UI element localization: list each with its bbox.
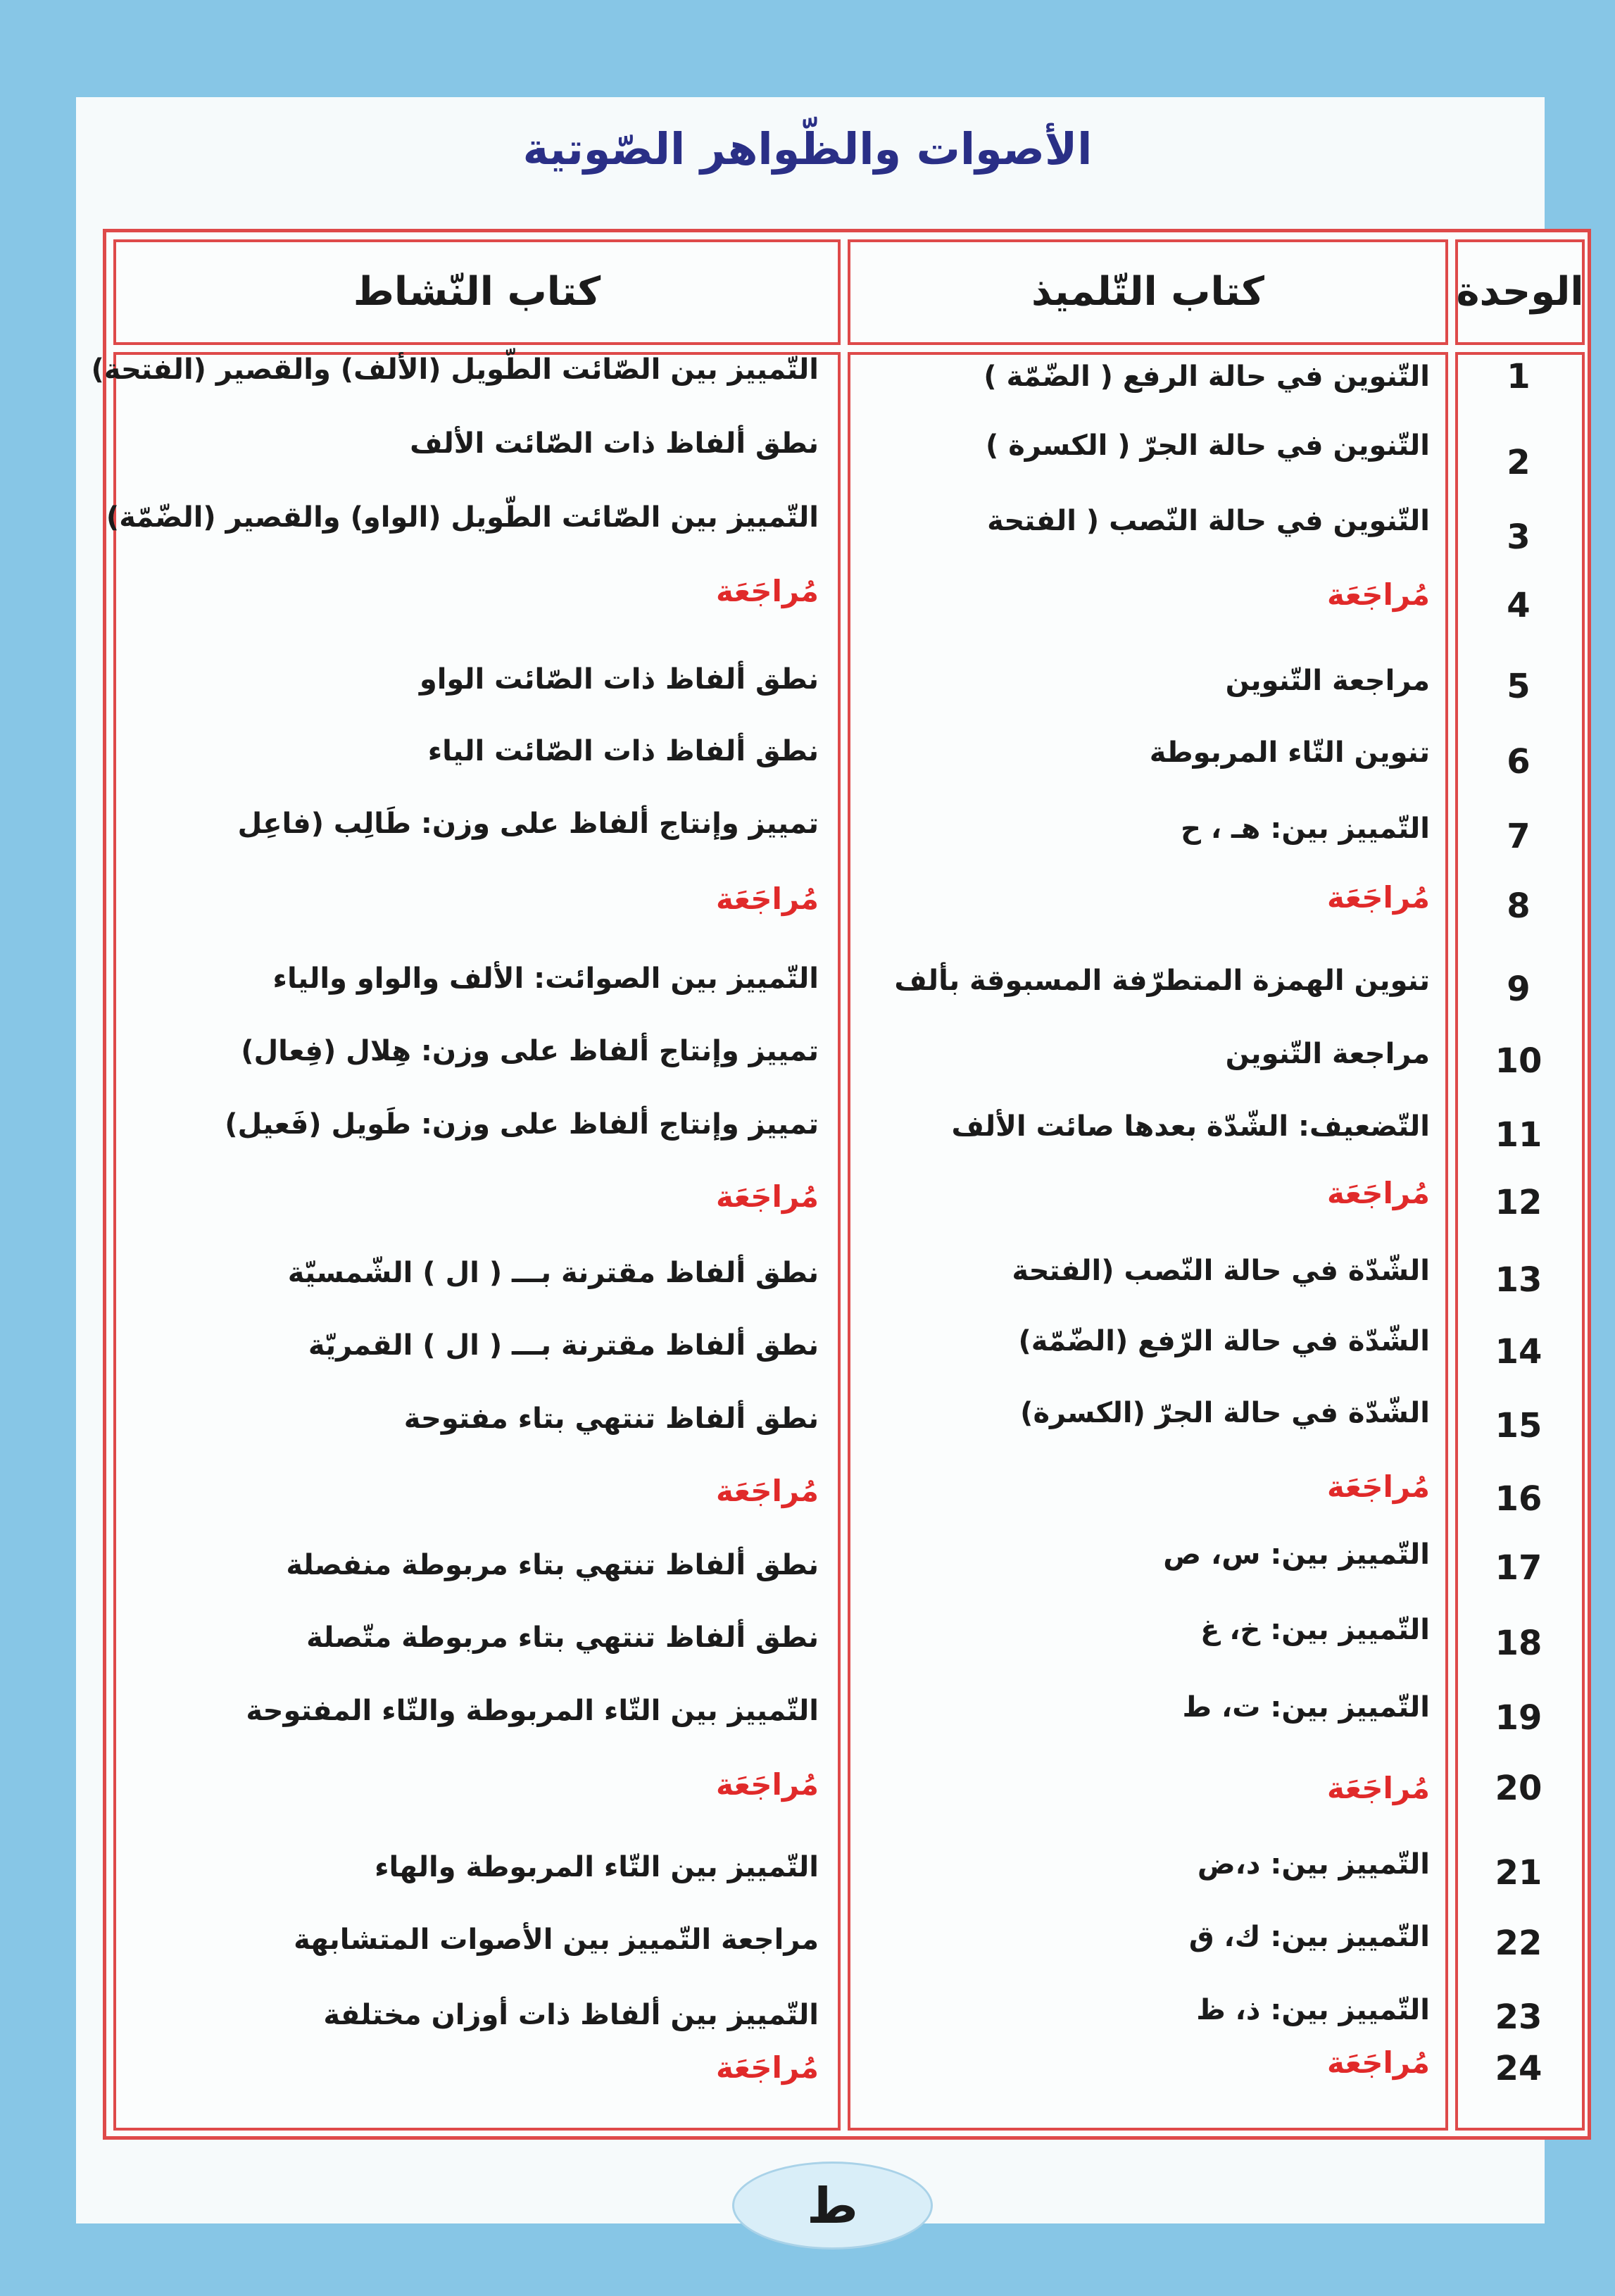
student-lesson: تنوين الهمزة المتطرّفة المسبوقة بألف bbox=[894, 965, 1430, 997]
student-lesson: الشّدّة في حالة النّصب (الفتحة bbox=[1012, 1255, 1430, 1287]
student-lesson: التّمييز بين: ك، ق bbox=[1188, 1921, 1430, 1953]
page-number-oval bbox=[732, 2162, 933, 2250]
unit-number: 16 bbox=[1495, 1479, 1542, 1519]
unit-number: 21 bbox=[1495, 1853, 1542, 1893]
activity-lesson: نطق ألفاظ تنتهي بتاء مفتوحة bbox=[403, 1403, 819, 1435]
unit-number: 4 bbox=[1507, 586, 1531, 625]
unit-number: 12 bbox=[1495, 1183, 1542, 1222]
activity-lesson: نطق ألفاظ ذات الصّائت الياء bbox=[427, 735, 819, 767]
page-letter: ط bbox=[807, 2176, 858, 2235]
student-lesson: مراجعة التّنوين bbox=[1225, 1038, 1430, 1070]
unit-number: 7 bbox=[1507, 817, 1531, 856]
unit-number: 19 bbox=[1495, 1698, 1542, 1738]
student-lesson: التّنوين في حالة النّصب ( الفتحة bbox=[987, 505, 1430, 537]
student-lesson: التّضعيف: الشّدّة بعدها صائت الألف bbox=[951, 1110, 1430, 1143]
unit-number: 6 bbox=[1507, 742, 1531, 782]
student-lesson: التّنوين في حالة الرفع ( الضّمّة ) bbox=[984, 360, 1430, 393]
unit-number: 11 bbox=[1495, 1115, 1542, 1155]
student-review-label: مُراجَعَة bbox=[1327, 577, 1430, 612]
student-lesson: التّمييز بين: د،ض bbox=[1197, 1848, 1430, 1881]
unit-number: 2 bbox=[1507, 443, 1531, 482]
activity-lesson: التّمييز بين الصّائت الطّويل (الألف) والقصير (الفتحة) bbox=[91, 353, 819, 386]
header-student-book: كتاب التّلميذ bbox=[1031, 269, 1264, 315]
activity-lesson: التّمييز بين الصوائت: الألف والواو والياء bbox=[272, 962, 819, 995]
student-lesson: التّمييز بين: س، ص bbox=[1163, 1538, 1430, 1571]
student-review-label: مُراجَعَة bbox=[1327, 1469, 1430, 1504]
unit-number: 14 bbox=[1495, 1332, 1542, 1372]
activity-lesson: نطق ألفاظ مقترنة بـــ ( ال ) القمريّة bbox=[308, 1329, 819, 1362]
activity-lesson: تمييز وإنتاج ألفاظ على وزن: طَالِب (فاعِل bbox=[237, 808, 819, 840]
activity-review-label: مُراجَعَة bbox=[716, 1767, 819, 1802]
activity-review-label: مُراجَعَة bbox=[716, 574, 819, 608]
student-lesson: مراجعة التّنوين bbox=[1225, 665, 1430, 697]
units-table bbox=[91, 229, 1591, 2140]
student-lesson: التّمييز بين: ت، ط bbox=[1182, 1691, 1430, 1724]
activity-review-label: مُراجَعَة bbox=[716, 2050, 819, 2085]
unit-number: 5 bbox=[1507, 667, 1531, 706]
unit-number: 10 bbox=[1495, 1041, 1542, 1081]
unit-number: 8 bbox=[1507, 886, 1531, 926]
activity-review-label: مُراجَعَة bbox=[716, 1474, 819, 1508]
page-title: الأصوات والظّواهر الصّوتية bbox=[522, 123, 1093, 175]
unit-number: 24 bbox=[1495, 2049, 1542, 2088]
unit-number: 23 bbox=[1495, 1997, 1542, 2037]
unit-number: 9 bbox=[1507, 970, 1531, 1009]
unit-number: 22 bbox=[1495, 1924, 1542, 1963]
student-lesson: الشّدّة في حالة الرّفع (الضّمّة) bbox=[1018, 1325, 1430, 1357]
student-lesson: التّمييز بين: خ، غ bbox=[1200, 1614, 1430, 1646]
unit-number: 1 bbox=[1507, 357, 1531, 396]
activity-lesson: التّمييز بين التّاء المربوطة والتّاء المفتوحة bbox=[246, 1695, 819, 1727]
student-review-label: مُراجَعَة bbox=[1327, 1176, 1430, 1210]
student-lesson: التّنوين في حالة الجرّ ( الكسرة ) bbox=[985, 429, 1430, 462]
activity-review-label: مُراجَعَة bbox=[716, 882, 819, 916]
student-lesson: تنوين التّاء المربوطة bbox=[1149, 736, 1430, 769]
unit-number: 20 bbox=[1495, 1769, 1542, 1808]
student-review-label: مُراجَعَة bbox=[1327, 880, 1430, 915]
activity-lesson: التّمييز بين ألفاظ ذات أوزان مختلفة bbox=[323, 1999, 819, 2031]
activity-lesson: تمييز وإنتاج ألفاظ على وزن: طَويل (فَعيل) bbox=[225, 1108, 819, 1141]
activity-lesson: نطق ألفاظ تنتهي بتاء مربوطة منفصلة bbox=[286, 1549, 819, 1581]
student-review-label: مُراجَعَة bbox=[1327, 2045, 1430, 2080]
activity-lesson: مراجعة التّمييز بين الأصوات المتشابهة bbox=[294, 1924, 819, 1956]
activity-lesson: تمييز وإنتاج ألفاظ على وزن: هِلال (فِعال) bbox=[241, 1035, 819, 1067]
activity-lesson: التّمييز بين الصّائت الطّويل (الواو) والقصير (الضّمّة) bbox=[106, 501, 819, 534]
unit-number: 15 bbox=[1495, 1406, 1542, 1445]
unit-number: 13 bbox=[1495, 1260, 1542, 1300]
activity-lesson: نطق ألفاظ مقترنة بـــ ( ال ) الشّمسيّة bbox=[287, 1257, 819, 1289]
activity-lesson: التّمييز بين التّاء المربوطة والهاء bbox=[375, 1851, 819, 1883]
header-unit: الوحدة bbox=[1456, 269, 1584, 315]
student-lesson: الشّدّة في حالة الجرّ (الكسرة) bbox=[1020, 1397, 1430, 1429]
student-lesson: التّمييز بين: ذ، ظ bbox=[1196, 1994, 1430, 2026]
student-lesson: التّمييز بين: هـ ، ح bbox=[1181, 813, 1430, 845]
student-review-label: مُراجَعَة bbox=[1327, 1771, 1430, 1805]
activity-review-label: مُراجَعَة bbox=[716, 1179, 819, 1214]
header-activity-book: كتاب النّشاط bbox=[353, 269, 601, 315]
unit-number: 18 bbox=[1495, 1624, 1542, 1663]
activity-lesson: نطق ألفاظ ذات الصّائت الألف bbox=[410, 427, 819, 460]
activity-lesson: نطق ألفاظ تنتهي بتاء مربوطة متّصلة bbox=[306, 1621, 819, 1654]
unit-number: 3 bbox=[1507, 517, 1531, 557]
unit-number: 17 bbox=[1495, 1548, 1542, 1588]
activity-lesson: نطق ألفاظ ذات الصّائت الواو bbox=[419, 663, 819, 696]
